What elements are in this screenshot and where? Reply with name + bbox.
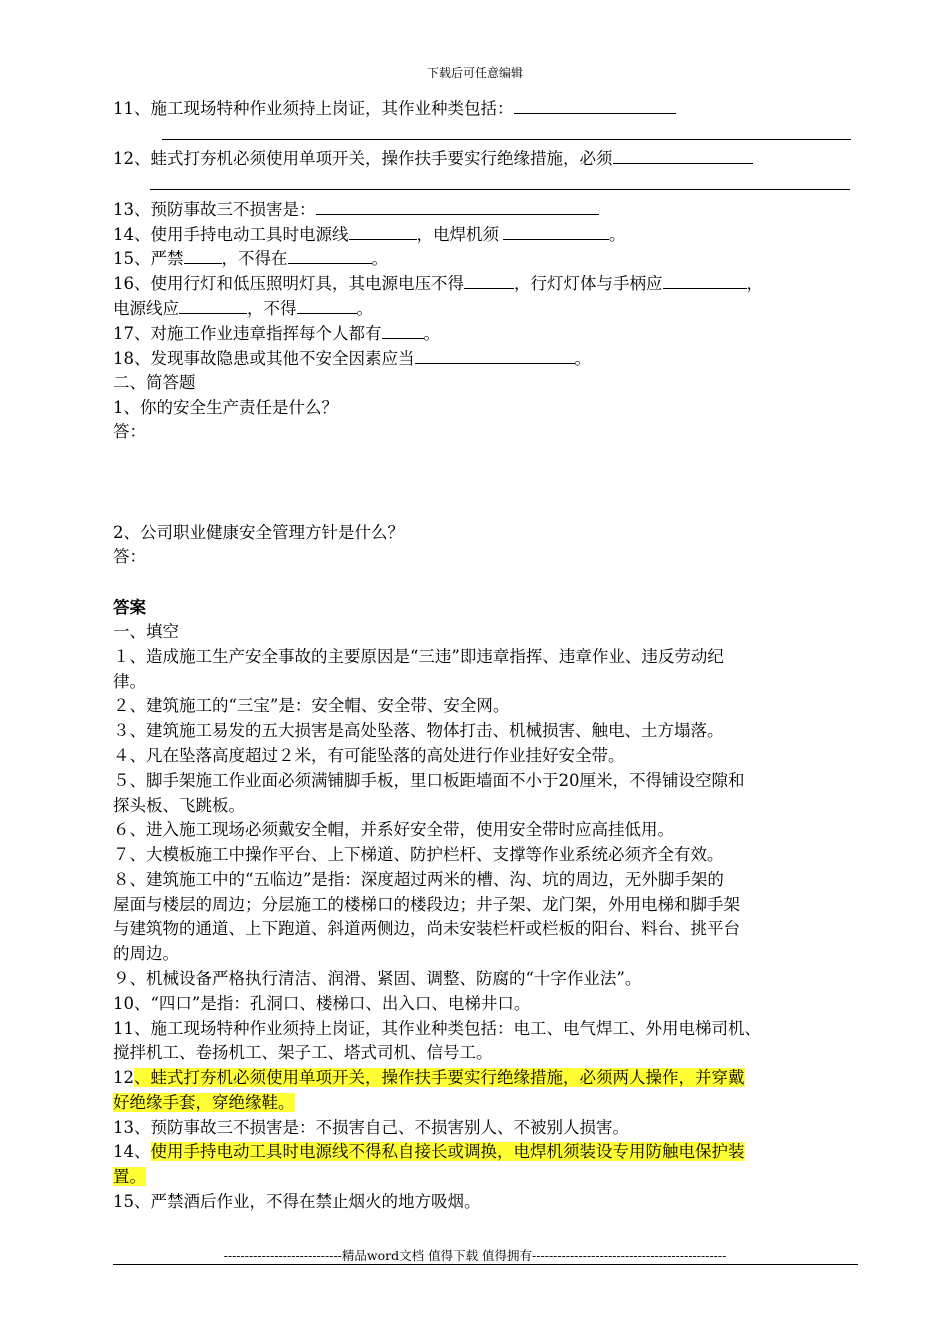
question-text: 。 [574,349,591,368]
answer-8-cont: 屋面与楼层的周边；分层施工的楼梯口的楼段边；井子架、龙门架，外用电梯和脚手架 [113,895,740,914]
blank [179,296,247,314]
page-footer: ----------------------------精品word文档 值得下载 值得拥有---------------------------------------------- [223,1248,727,1263]
question-15 [113,246,388,271]
question-text: 16、使用行灯和低压照明灯具，其电源电压不得 [113,274,464,293]
footer-rule [113,1264,858,1265]
answer-6: ６、进入施工现场必须戴安全帽，并系好安全带，使用安全带时应高挂低用。 [113,820,674,839]
blank [288,246,372,264]
question-text: ， [746,274,763,293]
blank [297,296,357,314]
answer-11: 11、施工现场特种作业须持上岗证，其作业种类包括：电工、电气焊工、外用电梯司机、 [113,1019,761,1038]
question-text: 。 [371,249,388,268]
answer-9: ９、机械设备严格执行清洁、润滑、紧固、调整、防腐的“十字作业法”。 [113,969,642,988]
answer-8-cont: 与建筑物的通道、上下跑道、斜道两侧边，尚未安装栏杆或栏板的阳台、料台、挑平台 [113,919,740,938]
answer-number: 12 [113,1068,134,1087]
question-12 [113,146,753,171]
highlighted-text: 置。 [113,1167,146,1186]
page-header: 下载后可任意编辑 [426,66,523,80]
short-question-2: 2、公司职业健康安全管理方针是什么？ [113,523,404,542]
question-14 [113,222,626,247]
question-text: ，不得 [247,299,297,318]
blank-line [162,139,851,140]
question-text: 11、施工现场特种作业须持上岗证，其作业种类包括： [113,99,514,118]
answer-1: １、造成施工生产安全事故的主要原因是“三违”即违章指挥、违章作业、违反劳动纪 [113,647,724,666]
blank [503,222,609,240]
question-text: 18、发现事故隐患或其他不安全因素应当 [113,349,415,368]
highlighted-text: 好绝缘手套，穿绝缘鞋。 [113,1093,295,1112]
highlighted-text: 使用手持电动工具时电源线不得私自接长或调换，电焊机须装设专用防触电保护装 [150,1142,745,1161]
answer-label: 答： [113,547,146,566]
question-text: 12、蛙式打夯机必须使用单项开关，操作扶手要实行绝缘措施，必须 [113,149,613,168]
question-text: 。 [609,225,626,244]
blank-line [150,189,850,190]
answer-15: 15、严禁酒后作业，不得在禁止烟火的地方吸烟。 [113,1192,481,1211]
question-text: 15、严禁 [113,249,184,268]
answer-5-cont: 探头板、飞跳板。 [113,796,245,815]
highlighted-text: 、蛙式打夯机必须使用单项开关，操作扶手要实行绝缘措施，必须两人操作，并穿戴 [134,1068,745,1087]
answer-label: 答： [113,422,146,441]
answer-11-cont: 搅拌机工、卷扬机工、架子工、塔式司机、信号工。 [113,1043,493,1062]
blank [464,271,514,289]
answer-2: ２、建筑施工的“三宝”是：安全帽、安全带、安全网。 [113,696,510,715]
answer-1-cont: 律。 [113,672,146,691]
section-title: 二、简答题 [113,373,196,392]
question-text: ，电焊机须 [416,225,499,244]
question-text: 电源线应 [113,299,179,318]
blank [663,271,747,289]
answer-14-cont [113,1165,146,1189]
question-text: 13、预防事故三不损害是： [113,200,316,219]
blank [382,321,424,339]
question-text: 。 [356,299,373,318]
question-13 [113,197,599,222]
answer-3: ３、建筑施工易发的五大损害是高处坠落、物体打击、机械损害、触电、土方塌落。 [113,721,724,740]
answer-12 [113,1066,745,1090]
question-11 [113,96,676,121]
blank [184,246,222,264]
answer-7: ７、大模板施工中操作平台、上下梯道、防护栏杆、支撑等作业系统必须齐全有效。 [113,845,724,864]
answers-section: 一、填空 [113,622,179,641]
blank [514,96,676,114]
question-text: 14、使用手持电动工具时电源线 [113,225,349,244]
answer-4: ４、凡在坠落高度超过２米，有可能坠落的高处进行作业挂好安全带。 [113,746,625,765]
blank [349,222,417,240]
answer-5: ５、脚手架施工作业面必须满铺脚手板，里口板距墙面不小于20厘米，不得铺设空隙和 [113,771,745,790]
question-text: ，行灯灯体与手柄应 [514,274,663,293]
question-18 [113,346,591,371]
question-text: 17、对施工作业违章指挥每个人都有 [113,324,382,343]
short-question-1: 1、你的安全生产责任是什么？ [113,398,338,417]
blank [415,346,575,364]
answer-12-cont [113,1091,295,1115]
blank [613,146,753,164]
answer-8-cont: 的周边。 [113,944,179,963]
blank [316,197,599,215]
answer-10: 10、“四口”是指：孔洞口、楼梯口、出入口、电梯井口。 [113,994,531,1013]
answer-14 [113,1140,745,1164]
question-16-cont [113,296,373,321]
question-16 [113,271,763,296]
answers-title: 答案 [113,598,146,617]
question-text: ，不得在 [221,249,288,268]
answer-13: 13、预防事故三不损害是：不损害自己、不损害别人、不被别人损害。 [113,1118,629,1137]
question-text: 。 [423,324,440,343]
answer-8: ８、建筑施工中的“五临边”是指：深度超过两米的槽、沟、坑的周边，无外脚手架的 [113,870,724,889]
answer-number: 14、 [113,1142,151,1161]
question-17 [113,321,440,346]
